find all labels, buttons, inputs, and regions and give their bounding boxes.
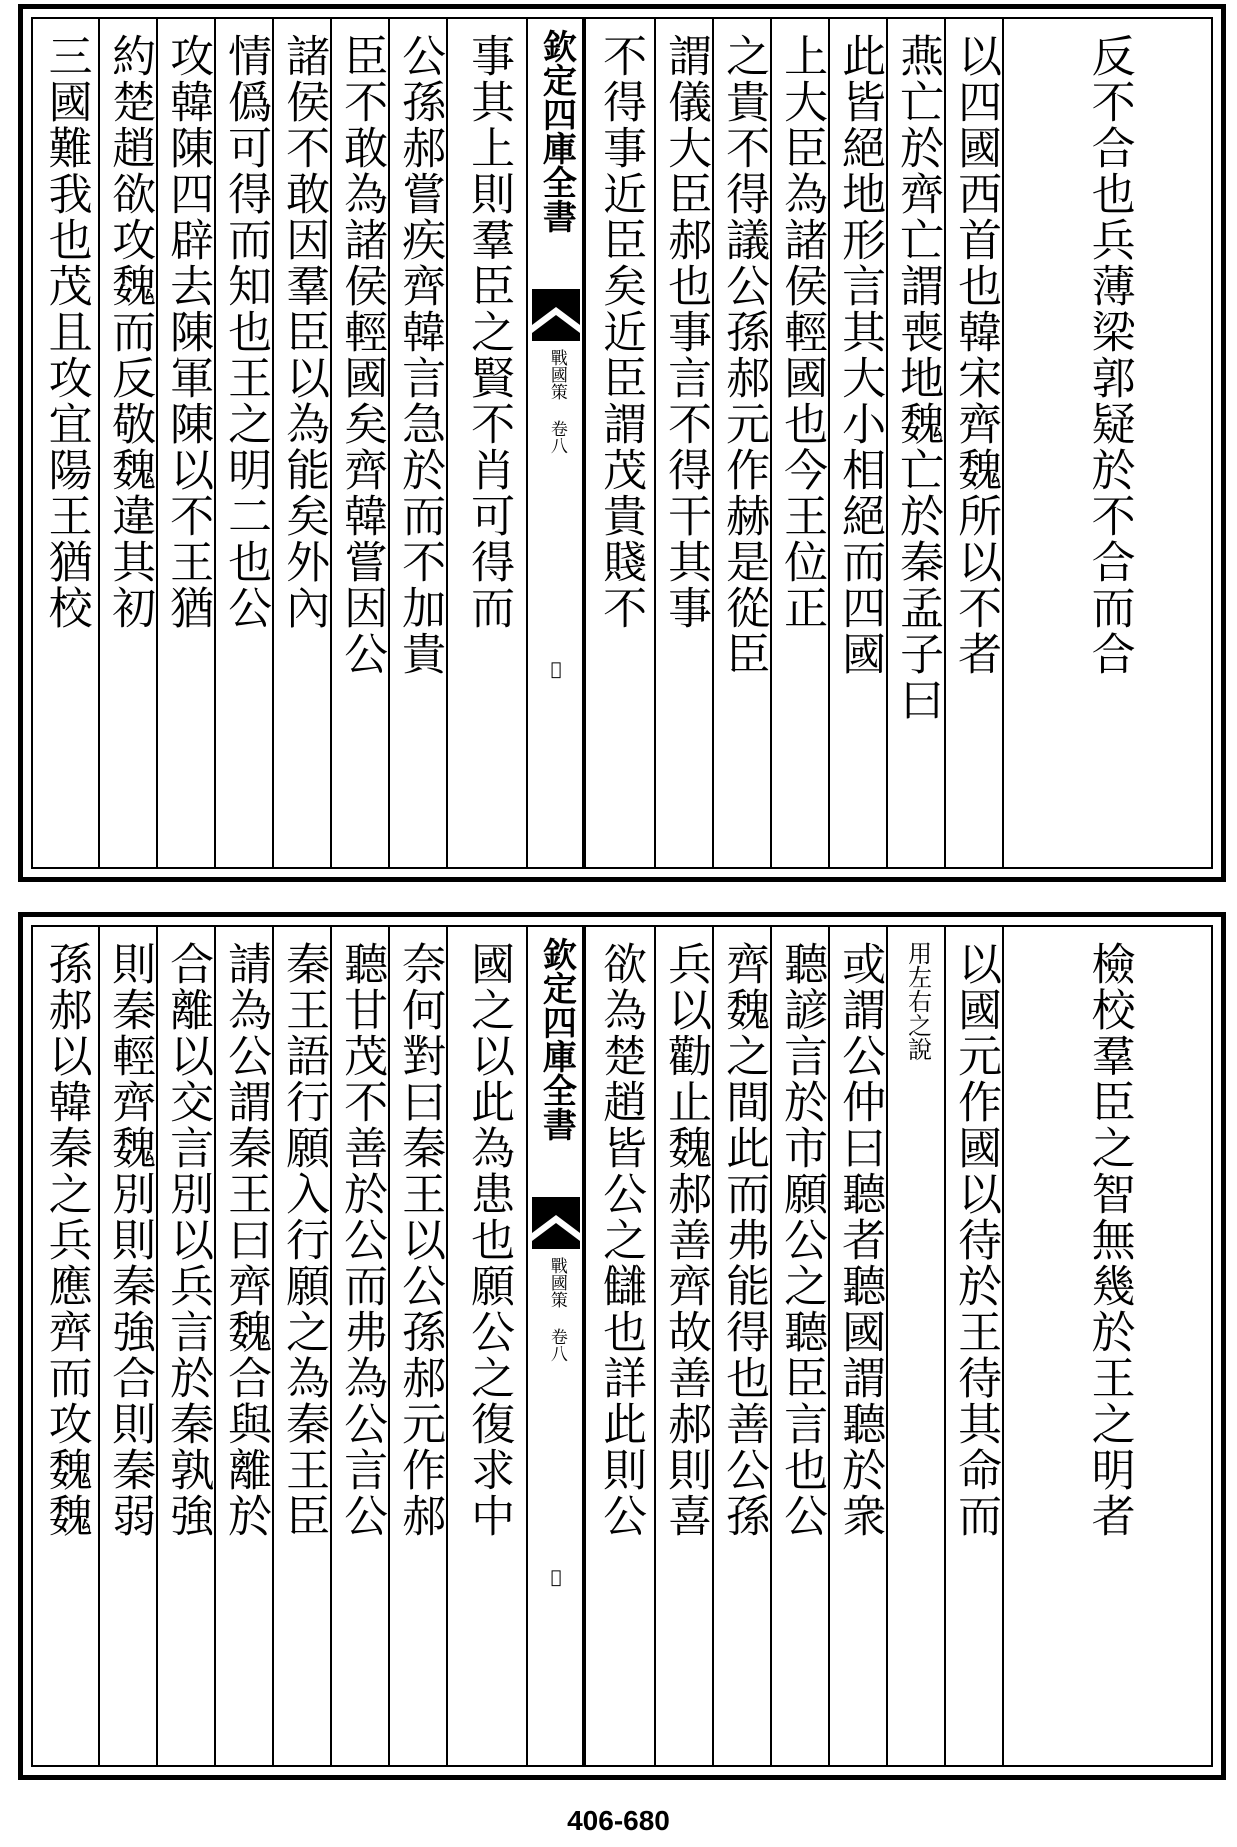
text-column: [770, 19, 830, 867]
folio-number: 𨳩: [545, 1567, 567, 1588]
text-column: [33, 927, 98, 1765]
text-column: [98, 927, 158, 1765]
book-title: 欽定四庫全書: [536, 29, 577, 233]
text-column: [446, 19, 528, 867]
column-text: 諸侯不敢因羣臣以為能矣外內: [278, 33, 330, 631]
column-text: 則秦輕齊魏別則秦強合則秦弱: [104, 941, 156, 1539]
page-frame: [31, 925, 1213, 1767]
column-text: 情僞可得而知也王之明二也公: [220, 33, 272, 631]
fishtail-mark-icon: [532, 1197, 580, 1249]
text-column: [272, 927, 332, 1765]
text-column: [156, 927, 216, 1765]
book-title: 欽定四庫全書: [536, 937, 577, 1141]
text-column: [582, 19, 656, 867]
text-column: [712, 927, 772, 1765]
column-text: 奈何對曰秦王以公孫郝元作郝: [394, 941, 446, 1539]
column-text: 燕亡於齊亡謂喪地魏亡於秦孟子曰: [892, 33, 944, 723]
column-text: 之貴不得議公孫郝元作赫是從臣: [718, 33, 770, 677]
text-column: [886, 927, 946, 1765]
text-column: [330, 927, 390, 1765]
column-text: 兵以勸止魏郝善齊故善郝則喜: [660, 941, 712, 1539]
column-text: 聽諺言於市願公之聽臣言也公: [776, 941, 828, 1539]
text-column: [944, 927, 1004, 1765]
text-column: [214, 19, 274, 867]
text-column: [388, 19, 448, 867]
text-column: [828, 927, 888, 1765]
book-margin: [526, 19, 586, 867]
column-text: 檢校羣臣之智無幾於王之明者: [1083, 941, 1135, 1539]
text-column: [388, 927, 448, 1765]
text-column: [156, 19, 216, 867]
column-text: 或謂公仲曰聽者聽國謂聽於衆: [834, 941, 886, 1539]
column-text: 不得事近臣矣近臣謂茂貴賤不: [595, 33, 647, 631]
text-column: [272, 19, 332, 867]
text-column: [1002, 927, 1213, 1765]
text-column: [712, 19, 772, 867]
column-text: 三國難我也茂且攻宜陽王猶校: [40, 33, 92, 631]
column-text: 欲為楚趙皆公之讎也詳此則公: [595, 941, 647, 1539]
column-text: 聽甘茂不善於公而弗為公言公: [336, 941, 388, 1539]
column-text: 齊魏之間此而弗能得也善公孫: [718, 941, 770, 1539]
chapter-label: 戰國策 卷八: [546, 349, 567, 454]
column-text: 攻韓陳四辟去陳軍陳以不王猶: [162, 33, 214, 631]
text-column: [214, 927, 274, 1765]
text-column: [582, 927, 656, 1765]
fishtail-mark-icon: [532, 289, 580, 341]
text-column: [98, 19, 158, 867]
column-text: 孫郝以韓秦之兵應齊而攻魏魏: [40, 941, 92, 1539]
folio-number: 𨳩: [545, 659, 567, 680]
column-text: 臣不敢為諸侯輕國矣齊韓嘗因公: [336, 33, 388, 677]
text-column: [944, 19, 1004, 867]
column-text: 此皆絕地形言其大小相絕而四國: [834, 33, 886, 677]
column-text: 請為公謂秦王曰齊魏合與離於: [220, 941, 272, 1539]
column-text: 公孫郝嘗疾齊韓言急於而不加貴: [394, 33, 446, 677]
text-column: [828, 19, 888, 867]
page-frame: [31, 17, 1213, 869]
column-text: 以四國西首也韓宋齊魏所以不者: [950, 33, 1002, 677]
column-text: 事其上則羣臣之賢不肖可得而: [463, 33, 515, 631]
text-column: [654, 927, 714, 1765]
text-column: [1002, 19, 1213, 867]
column-text: 反不合也兵薄梁郭疑於不合而合: [1083, 33, 1135, 677]
text-column: [446, 927, 528, 1765]
chapter-label: 戰國策 卷八: [546, 1257, 567, 1362]
column-text: 用左右之說: [903, 941, 932, 1061]
text-column: [33, 19, 98, 867]
column-text: 秦王語行願入行願之為秦王臣: [278, 941, 330, 1539]
footer-page-number: 406-680: [567, 1805, 670, 1836]
text-column: [770, 927, 830, 1765]
column-text: 以國元作國以待於王待其命而: [950, 941, 1002, 1539]
book-margin: [526, 927, 586, 1765]
page-top: [18, 4, 1226, 882]
column-text: 謂儀大臣郝也事言不得干其事: [660, 33, 712, 631]
column-text: 合離以交言別以兵言於秦孰強: [162, 941, 214, 1539]
page-bottom: [18, 912, 1226, 1780]
text-column: [654, 19, 714, 867]
column-text: 上大臣為諸侯輕國也今王位正: [776, 33, 828, 631]
column-text: 國之以此為患也願公之復求中: [463, 941, 515, 1539]
text-column: [886, 19, 946, 867]
column-text: 約楚趙欲攻魏而反敬魏違其初: [104, 33, 156, 631]
text-column: [330, 19, 390, 867]
